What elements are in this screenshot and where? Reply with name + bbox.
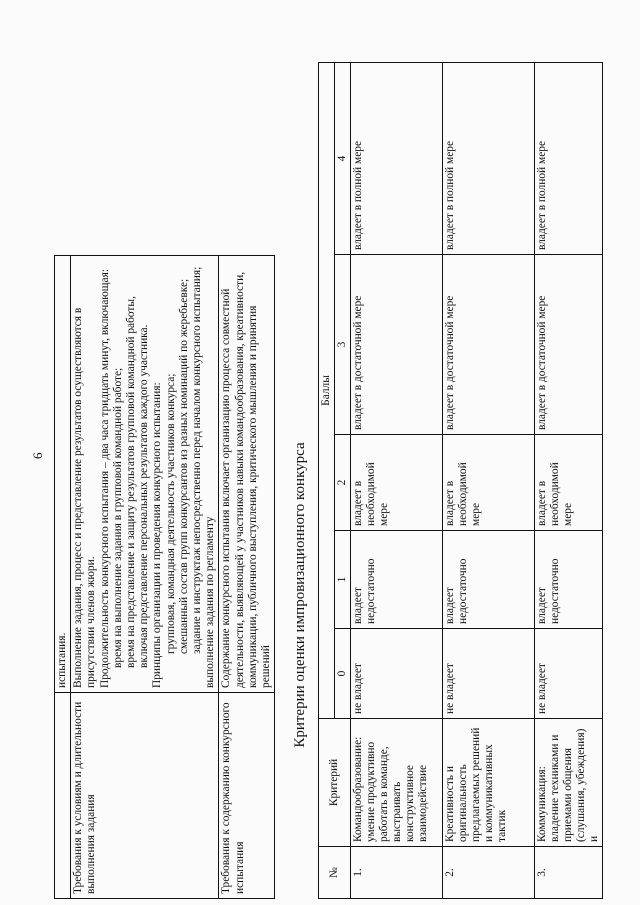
continuation-cell: испытания. <box>55 256 71 693</box>
num-header: № <box>319 847 351 899</box>
row-number: 1. <box>351 847 443 899</box>
score-header: 2 <box>335 435 351 531</box>
score-cell: владеет в необходимой мере <box>351 435 443 531</box>
conditions-line: групповая, командная деятельность участников конкурса; <box>164 373 177 654</box>
score-header: 3 <box>335 255 351 435</box>
score-cell: владеет недостаточно <box>535 531 603 629</box>
criteria-table <box>318 62 603 899</box>
conditions-line: задание и инструктаж непосредственно перед началом конкурсного испытания; <box>191 266 204 654</box>
content-row <box>219 256 275 899</box>
score-cell: не владеет <box>351 629 443 719</box>
score-cell: владеет в необходимой мере <box>443 435 535 531</box>
score-cell: владеет в необходимой мере <box>535 435 603 531</box>
table-row <box>535 62 603 898</box>
score-header: 0 <box>335 629 351 719</box>
page-number: 6 <box>30 452 45 459</box>
score-cell: не владеет <box>535 629 603 719</box>
content-text: Содержание конкурсного испытания включает организацию процесса совместной деятельности, выявляющей у участников навыки командообразования, креативности, коммуникации, публичного выступления, критического мышления и принятия решений <box>219 256 275 693</box>
row-number: 3. <box>535 847 603 899</box>
criterion-cell: Коммуникация: владение техниками и приемами общения (слушания, убеждения) и <box>535 719 603 847</box>
continuation-row <box>55 256 71 899</box>
points-header: Баллы <box>319 62 335 718</box>
row-number: 2. <box>443 847 535 899</box>
criteria-title: Критерии оценки импровизационного конкурса <box>292 442 308 748</box>
criterion-cell: Командообразование: умение продуктивно работать в команде, выстраивать конструктивное взаимодействие <box>351 719 443 847</box>
criterion-cell: Креативность и оригинальность предлагаемых решений и коммуникативных тактик <box>443 719 535 847</box>
criterion-header: Критерий <box>319 719 351 847</box>
score-cell: владеет недостаточно <box>351 531 443 629</box>
score-cell: не владеет <box>443 629 535 719</box>
conditions-line: Продолжительность конкурсного испытания – два часа тридцать минут, включающая: <box>98 268 111 688</box>
header-row <box>319 62 335 898</box>
table-row <box>443 62 535 898</box>
score-cell: владеет в достаточной мере <box>535 255 603 435</box>
conditions-label: Требования к условиям и длительности выполнения задания <box>71 693 219 899</box>
conditions-line: смешанный состав групп конкурсантов из разных номинаций по жеребьевке; <box>177 278 190 654</box>
score-cell: владеет в достаточной мере <box>351 255 443 435</box>
conditions-content <box>71 256 219 693</box>
empty-label-cell <box>55 693 71 899</box>
score-header: 4 <box>335 62 351 254</box>
conditions-row <box>71 256 219 899</box>
score-header: 1 <box>335 531 351 629</box>
score-cell: владеет в полной мере <box>535 62 603 254</box>
conditions-line: время на представление и защиту результатов групповой командной работы, включая представление персональных результатов каждого участника. <box>125 296 151 668</box>
conditions-line: время на выполнение задания в групповой командной работе; <box>111 367 124 668</box>
score-cell: владеет недостаточно <box>443 531 535 629</box>
score-cell: владеет в полной мере <box>351 62 443 254</box>
score-cell: владеет в полной мере <box>443 62 535 254</box>
conditions-line: Выполнение задания, процесс и представление результатов осуществляются в присутствии членов жюри. <box>72 307 98 688</box>
requirements-table <box>54 255 275 899</box>
conditions-line: выполнение задания по регламенту <box>204 516 217 688</box>
content-label: Требования к содержанию конкурсного испытания <box>219 693 275 899</box>
score-cell: владеет в достаточной мере <box>443 255 535 435</box>
table-row <box>351 62 443 898</box>
conditions-line: Принципы организации и проведения конкурсного испытания: <box>151 382 164 688</box>
